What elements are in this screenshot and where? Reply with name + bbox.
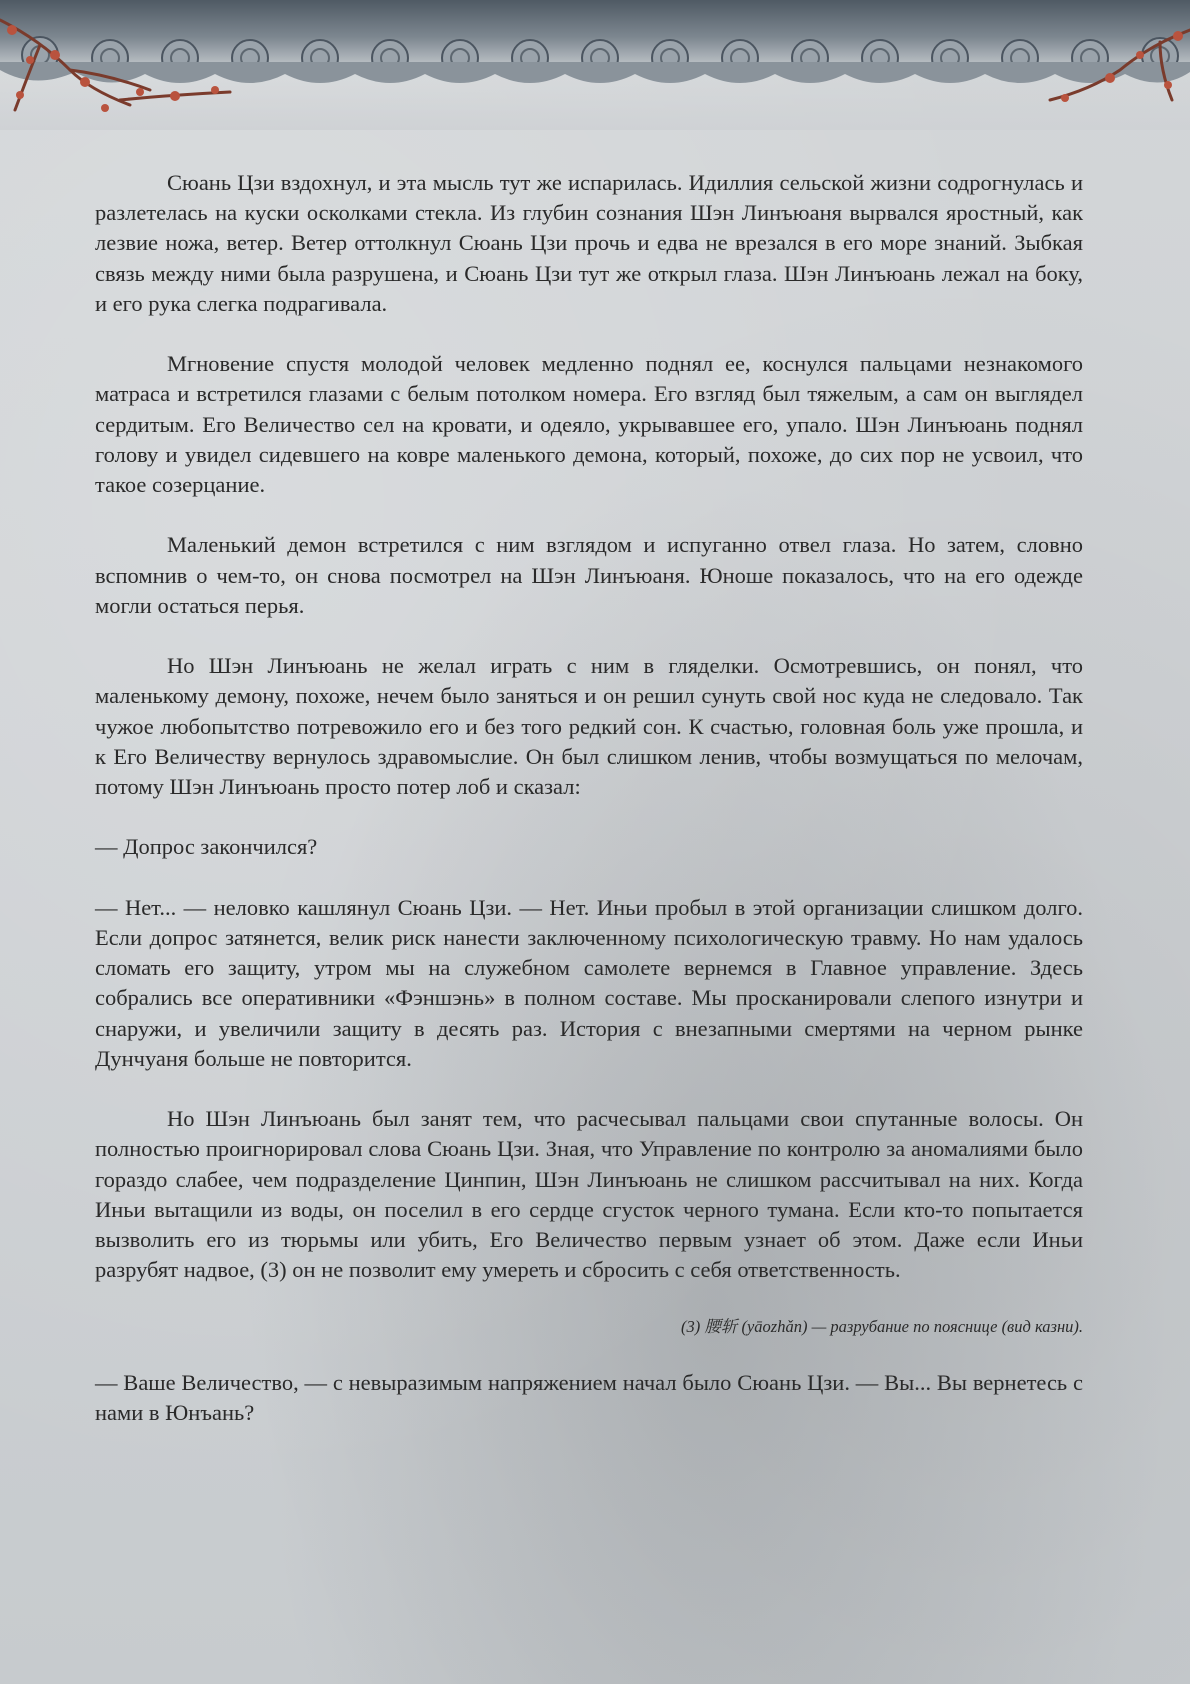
dialog-line: — Нет... — неловко кашлянул Сюань Цзи. — Нет. Иньи пробыл в этой организации слишком долго. Если допрос затянется, велик риск нанести заключенному психологическую травму. Но нам удалось сломать его защиту, утром мы на служебном самолете вернемся в Главное управление. Здесь собрались все оперативники «Фэншэнь» в полном составе. Мы просканировали слепого изнутри и снаружи, и увеличили защиту в десять раз. История с внезапными смертями на черном рынке Дунчуаня больше не повторится. (95, 894, 1083, 1071)
footnote: (3) 腰斩 (yāozhǎn) — разрубание по пояснице (вид казни). (681, 1316, 1083, 1336)
plum-branch-right-decoration (860, 0, 1190, 130)
dialog-line: — Допрос закончился? (95, 834, 318, 860)
paragraph: Сюань Цзи вздохнул, и эта мысль тут же испарилась. Идиллия сельской жизни содрогнулась и разлетелась на куски осколками стекла. Из глубин сознания Шэн Линъюаня вырвался яростный, как лезвие ножа, ветер. Ветер оттолкнул Сюань Цзи прочь и едва не врезался в его море знаний. Зыбкая связь между ними была разрушена, и Сюань Цзи тут же открыл глаза. Шэн Линъюань лежал на боку, и его рука слегка подрагивала. (95, 170, 1083, 316)
paragraph: Мгновение спустя молодой человек медленно поднял ее, коснулся пальцами незнакомого матраса и встретился глазами с белым потолком номера. Его взгляд был тяжелым, а сам он выглядел сердитым. Его Величество сел на кровати, и одеяло, укрывавшее его, упало. Шэн Линъюань поднял голову и увидел сидевшего на ковре маленького демона, который, похоже, до сих пор не усвоил, что такое созерцание. (95, 351, 1083, 498)
paragraph: Но Шэн Линъюань не желал играть с ним в гляделки. Осмотревшись, он понял, что маленькому демону, похоже, нечем было заняться и он решил сунуть свой нос куда не следовало. Так чужое любопытство потревожило его и без того редкий сон. К счастью, головная боль уже прошла, и к Его Величеству вернулось здравомыслие. Он был слишком ленив, чтобы возмущаться по мелочам, потому Шэн Линъюань просто потер лоб и сказал: (95, 653, 1083, 800)
paragraph: Маленький демон встретился с ним взглядом и испуганно отвел глаза. Но затем, словно вспомнив о чем-то, он снова посмотрел на Шэн Линъюаня. Юноше показалось, что на его одежде могли остаться перья. (95, 532, 1083, 618)
paragraph: Но Шэн Линъюань был занят тем, что расчесывал пальцами свои спутанные волосы. Он полностью проигнорировал слова Сюань Цзи. Зная, что Управление по контролю за аномалиями было гораздо слабее, чем подразделение Цинпин, Шэн Линъюань не слишком рассчитывал на них. Когда Иньи вытащили из воды, он поселил в его сердце сгусток черного тумана. Если кто-то попытается вызволить его из тюрьмы или убить, Его Величество первым узнает об этом. Даже если Иньи разрубят надвое, (3) он не позволит ему умереть и сбросить с себя ответственность. (95, 1106, 1083, 1283)
dialog-line: — Ваше Величество, — с невыразимым напряжением начал было Сюань Цзи. — Вы... Вы вернетесь с нами в Юнъань? (95, 1369, 1083, 1425)
document-body (95, 168, 1083, 1458)
plum-branch-left-decoration (0, 0, 330, 130)
